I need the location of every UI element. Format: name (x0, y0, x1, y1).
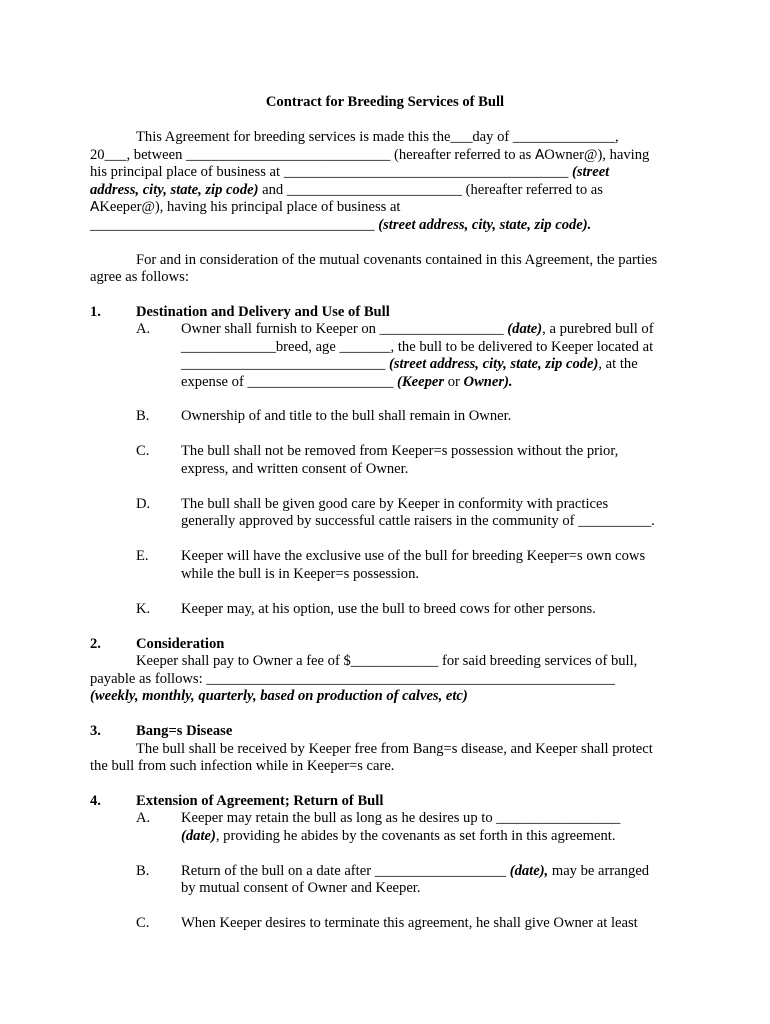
section-2-heading: Consideration (136, 636, 225, 652)
intro-line-6: _______________________________________ (street address, city, state, zip code). (90, 217, 592, 233)
clause-1a-letter: A. (136, 321, 151, 337)
clause-1b-line-1: Ownership of and title to the bull shall remain in Owner. (181, 408, 512, 424)
clause-4b-line-1: Return of the bull on a date after __________________ (date), may be arranged (181, 863, 650, 879)
consideration-intro-line-1: For and in consideration of the mutual covenants contained in this Agreement, the parties (136, 252, 658, 268)
clause-1e-line-2: while the bull is in Keeper=s possession. (181, 566, 420, 582)
quote-glyph: A (534, 147, 545, 163)
clause-1e-letter: E. (136, 548, 149, 564)
quote-glyph: A (90, 199, 100, 215)
clause-4a-letter: A. (136, 810, 151, 826)
section-3-number: 3. (90, 723, 101, 739)
clause-1d-line-1: The bull shall be given good care by Keeper in conformity with practices (181, 496, 609, 512)
intro-line-4: address, city, state, zip code) and ________________________ (hereafter referred to as (90, 182, 603, 198)
clause-1a-line-1: Owner shall furnish to Keeper on _________________ (date), a purebred bull of (181, 321, 654, 337)
clause-1c-line-1: The bull shall not be removed from Keeper=s possession without the prior, (181, 443, 619, 459)
clause-1a-line-4: expense of ____________________ (Keeper or Owner). (181, 374, 513, 390)
section-1-heading: Destination and Delivery and Use of Bull (136, 304, 390, 320)
document-title: Contract for Breeding Services of Bull (265, 94, 505, 110)
intro-line-1: This Agreement for breeding services is made this the___day of ______________, (136, 129, 619, 145)
clause-1d-line-2: generally approved by successful cattle raisers in the community of __________. (181, 513, 655, 529)
clause-1e-line-1: Keeper will have the exclusive use of the bull for breeding Keeper=s own cows (181, 548, 646, 564)
section-3-line-2: the bull from such infection while in Keeper=s care. (90, 758, 395, 774)
section-4-number: 4. (90, 793, 101, 809)
clause-4b-letter: B. (136, 863, 150, 879)
clause-4a-line-2: (date), providing he abides by the covenants as set forth in this agreement. (181, 828, 616, 844)
section-3-line-1: The bull shall be received by Keeper free from Bang=s disease, and Keeper shall protect (136, 741, 653, 757)
clause-4b-line-2: by mutual consent of Owner and Keeper. (181, 880, 421, 896)
section-1-number: 1. (90, 304, 101, 320)
clause-1b-letter: B. (136, 408, 150, 424)
clause-1c-line-2: express, and written consent of Owner. (181, 461, 409, 477)
intro-line-5: AKeeper@), having his principal place of business at (90, 199, 401, 215)
clause-4a-line-1: Keeper may retain the bull as long as he desires up to _________________ (181, 810, 621, 826)
clause-1a-line-3: ____________________________ (street address, city, state, zip code), at the (181, 356, 638, 372)
consideration-intro-line-2: agree as follows: (90, 269, 189, 285)
intro-line-3: his principal place of business at _______________________________________ (street (90, 164, 610, 180)
clause-1a-line-2: _____________breed, age _______, the bull to be delivered to Keeper located at (181, 339, 654, 355)
clause-1k-letter: K. (136, 601, 151, 617)
section-2-line-1: Keeper shall pay to Owner a fee of $____________ for said breeding services of bull, (136, 653, 638, 669)
clause-4c-letter: C. (136, 915, 150, 931)
section-3-heading: Bang=s Disease (136, 723, 233, 739)
section-2-line-2: payable as follows: ________________________________________________________ (90, 671, 615, 687)
section-4-heading: Extension of Agreement; Return of Bull (136, 793, 384, 809)
clause-1k-line-1: Keeper may, at his option, use the bull to breed cows for other persons. (181, 601, 596, 617)
intro-line-2: 20___, between ____________________________ (hereafter referred to as AOwner@), having (90, 147, 650, 163)
clause-1c-letter: C. (136, 443, 150, 459)
clause-4c-line-1: When Keeper desires to terminate this agreement, he shall give Owner at least (181, 915, 638, 931)
section-2-number: 2. (90, 636, 101, 652)
section-2-line-3: (weekly, monthly, quarterly, based on production of calves, etc) (90, 688, 468, 704)
clause-1d-letter: D. (136, 496, 151, 512)
